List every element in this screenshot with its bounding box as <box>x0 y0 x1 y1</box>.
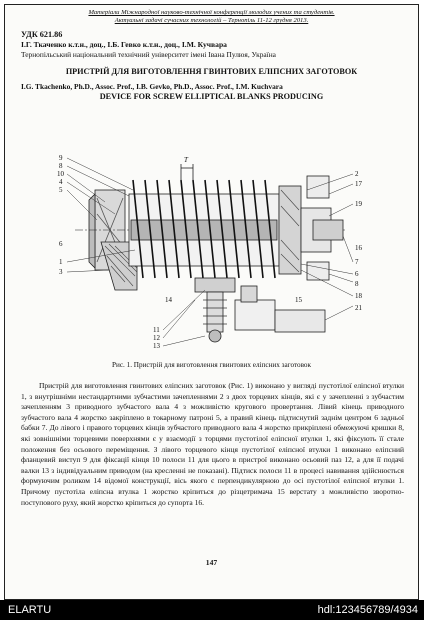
fig-label: 8 <box>355 280 359 288</box>
running-header-line2-text: Актуальні задачі сучасних технологій – Тернопіль 11-12 грудня 2013. <box>114 17 309 24</box>
authors-english: I.G. Tkachenko, Ph.D., Assoc. Prof., I.B. Gevko, Ph.D., Assoc. Prof., I.M. Kuchvara <box>21 82 283 91</box>
fig-label: 9 <box>59 154 63 162</box>
fig-label: 16 <box>355 244 362 252</box>
fig-label: 6 <box>355 270 359 278</box>
running-header-line2 <box>5 17 418 25</box>
fig-label: 7 <box>355 258 359 266</box>
repository-footer-bar <box>0 600 424 620</box>
fig-label: 5 <box>59 186 63 194</box>
page-number: 147 <box>205 558 218 567</box>
fig-label: 4 <box>59 178 63 186</box>
udc-code: УДК 621.86 <box>21 30 63 39</box>
fig-label: 14 <box>165 296 172 304</box>
body-paragraph: Пристрій для виготовлення гвинтових еліпсних заготовок (Рис. 1) виконано у вигляді пустотілої еліпсної втулки 1, з внутрішніми нестандартними зубчастими зачепленнями 2 з двох торцевих кінців, які є у зачепленні з зубчастим зачепленням 3 приводного зубчастого вала 4 з можливістю кругового провертання. Лівий кінець приводного зубчастого вала 4 жорстко закріплено в токарному патроні 5, а правий кінець підтиснутий заднім центром 6 задньої бабки 7. До лівого і правого торцевих кінців зубчастого приводного вала 4 жорстко прикріплені обмежуючі кришки 8, які зовнішніми торцевими поверхнями є у взаємодії з торцями пустотілої еліпсної втулки 1, які фіксують її стале положення без осьового переміщення. З лівого торцевого кінця пустотілої еліпсної втулки 1 виконано еліпсний фланцевий виступ 9 для фіксації кінця 10 полоси 11 для цього в пристрої виконано осьовий паз 12, а для її подачі валки 13 з індивідуальним приводом (на кресленні не показані). Підтиск полоси 11 в процесі навивання здійснюється формуючим роликом 14 відомої конструкції, вісь якого є перпендикулярною до осі пустотілої еліпсної втулки 1. Причому пустотіла еліпсна втулка 1 жорстко кріпиться до різцетримача 15 верстату з можливістю зворотно-поступового руху, який жорстко кріпиться до супорта 16. <box>21 381 404 507</box>
title-ukrainian: ПРИСТРІЙ ДЛЯ ВИГОТОВЛЕННЯ ГВИНТОВИХ ЕЛІПСНИХ ЗАГОТОВОК <box>65 67 358 76</box>
fig-label: 15 <box>295 296 302 304</box>
fig-label: 11 <box>153 326 160 334</box>
authors-ukrainian: І.Г. Ткаченко к.т.н., доц., І.Б. Гевко к.т.н., доц., І.М. Кучвара <box>21 40 227 49</box>
fig-label: 6 <box>59 240 63 248</box>
fig-label: 1 <box>59 258 63 266</box>
pitch-label: T <box>184 156 188 164</box>
fig-label: 8 <box>59 162 63 170</box>
fig-label: 17 <box>355 180 362 188</box>
title-english: DEVICE FOR SCREW ELLIPTICAL BLANKS PRODUCING <box>99 92 324 101</box>
fig-label: 13 <box>153 342 160 348</box>
fig-label: 12 <box>153 334 160 342</box>
fig-label: 3 <box>59 268 63 276</box>
affiliation: Тернопільський національний технічний університет імені Івана Пулюя, Україна <box>21 50 276 59</box>
fig-label: 10 <box>57 170 64 178</box>
handle-identifier: hdl:123456789/4934 <box>317 604 418 616</box>
fig-label: 21 <box>355 304 362 312</box>
document-page <box>4 4 419 600</box>
fig-label: 18 <box>355 292 362 300</box>
device-drawing <box>45 150 375 348</box>
running-header-line1: Матеріали Міжнародної науково-технічної конференції молодих учених та студентів. <box>88 9 335 16</box>
figure-caption: Рис. 1. Пристрій для виготовлення гвинтових еліпсних заготовок <box>111 361 312 369</box>
repository-name: ELARTU <box>8 604 52 616</box>
fig-label: 2 <box>355 170 359 178</box>
fig-label: 19 <box>355 200 362 208</box>
